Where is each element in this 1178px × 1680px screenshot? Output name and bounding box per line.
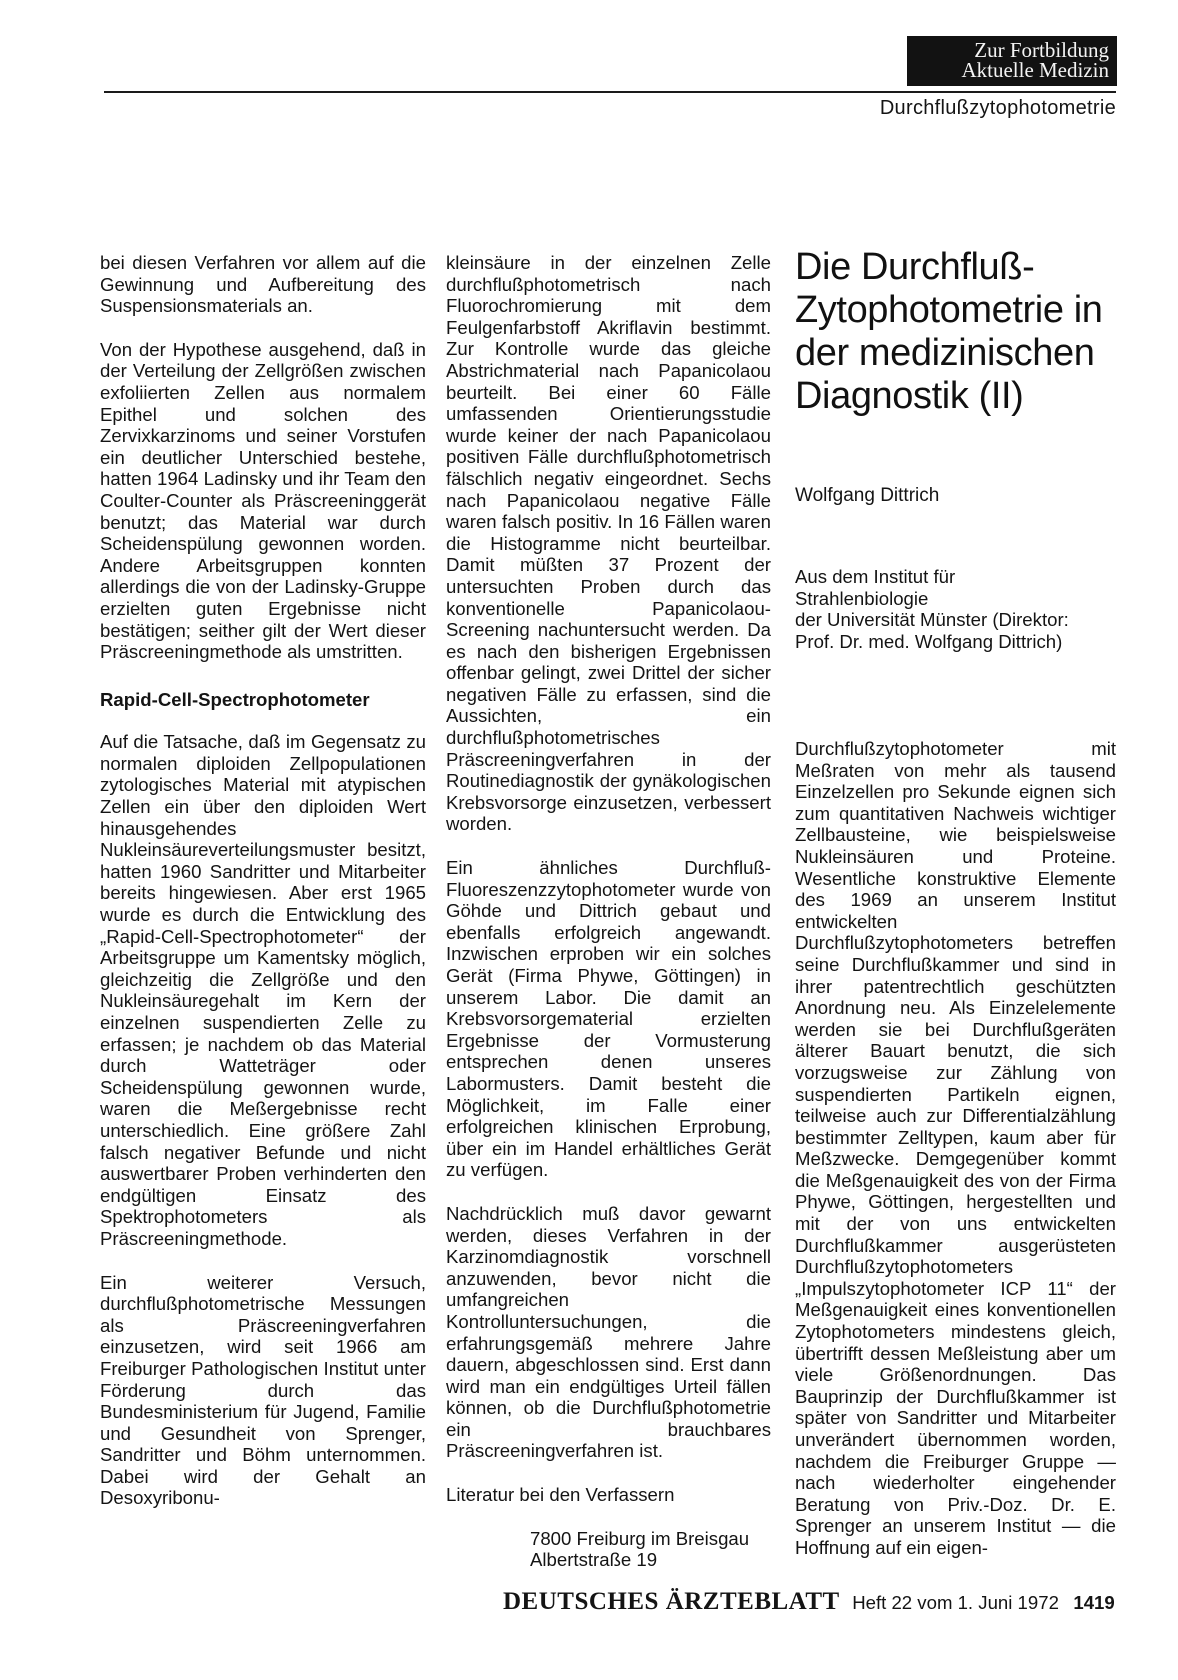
paragraph: Durchflußzytophotometer mit Meßraten von mehr als tausend Einzelzellen pro Sekunde eignen sich zum quantitativen Nachweis wichtiger Zellbausteine, wie beispielsweise Nukleinsäuren und Proteine. Wesentliche konstruktive Elemente des 1969 an unserem Institut entwickelten Durchflußzytophotometers betreffen seine Durchflußkammer und sind in ihrer patentrechtlich geschützten Anordnung neu. Als Einzelelemente werden sie bei Durchflußgeräten älterer Bauart benutzt, die sich vorzugsweise zur Zählung von suspendierten Partikeln eignen, teilweise auch zur Differentialzählung bestimmter Zelltypen, kaum aber für Meßzwecke. Demgegenüber kommt die Meßgenauigkeit des von der Firma Phywe, Göttingen, hergestellten und mit der von uns entwickelten Durchflußkammer ausgerüsteten Durchflußzytophotometers „Impulszytophotometer ICP 11“ der Meßgenauigkeit eines konventionellen Zytophotometers mindestens gleich, übertrifft dessen Meßleistung aber um viele Größenordnungen. Das Bauprinzip der Durchflußkammer ist später von Sandritter und Mitarbeiter unverändert übernommen worden, nachdem die Freiburger Gruppe — nach wiederholter eingehender Beratung von Priv.-Doz. Dr. E. Sprenger an unserem Institut — die Hoffnung auf ein eigen-	[795, 738, 1116, 1558]
paragraph: Ein weiterer Versuch, durchflußphotometrische Messungen als Präscreeningverfahren einzusetzen, wird seit 1966 am Freiburger Pathologischen Institut unter Förderung durch das Bundesministerium für Jugend, Familie und Gesundheit von Sprenger, Sandritter und Böhm unternommen. Dabei wird der Gehalt an Desoxyribonu-	[100, 1271, 426, 1509]
article-title: Die Durchfluß-Zytophotometrie in der medizinischen Diagnostik (II)	[795, 246, 1103, 417]
address-line: Albertstraße 19	[530, 1549, 658, 1571]
affiliation-line: der Universität Münster (Direktor:	[795, 609, 1069, 631]
affiliation-line: Strahlenbiologie	[795, 587, 929, 609]
header-rule	[104, 91, 1116, 93]
page-footer	[503, 1588, 1115, 1616]
affiliation-line: Aus dem Institut für	[795, 566, 956, 587]
page-number: 1419	[1073, 1592, 1115, 1613]
running-head: Durchflußzytophotometrie	[879, 97, 1116, 119]
paragraph: Auf die Tatsache, daß im Gegensatz zu normalen diploiden Zellpopulationen zytologisches Material mit atypischen Zellen ein über den diploiden Wert hinausgehendes Nukleinsäureverteilungsmuster besitzt, hatten 1960 Sandritter und Mitarbeiter bereits hingewiesen. Aber erst 1965 wurde es durch die Entwicklung des „Rapid-Cell-Spectrophotometer“ der Arbeitsgruppe um Kamentsky möglich, gleichzeitig die Zellgröße und den Nukleinsäuregehalt im Kern der einzelnen suspendierten Zelle zu erfassen; je nachdem ob das Material durch Watteträger oder Scheidenspülung gewonnen wurde, waren die Meßergebnisse recht unterschiedlich. Eine größere Zahl falsch negativer Befunde und nicht auswertbarer Proben verhinderten den endgültigen Einsatz des Spektrophotometers als Präscreeningmethode.	[100, 731, 426, 1249]
paragraph: bei diesen Verfahren vor allem auf die Gewinnung und Aufbereitung des Suspensionsmaterials an.	[100, 252, 426, 317]
literature-note: Literatur bei den Verfassern	[446, 1484, 675, 1506]
issue-info: Heft 22 vom 1. Juni 1972	[852, 1592, 1059, 1613]
subheading: Rapid-Cell-Spectrophotometer	[100, 688, 370, 710]
paragraph: Ein ähnliches Durchfluß-Fluoreszenzzytophotometer wurde von Göhde und Dittrich gebaut und ebenfalls erfolgreich angewandt. Inzwischen erproben wir ein solches Gerät (Firma Phywe, Göttingen) in unserem Labor. Die damit an Krebsvorsorgematerial erzielten Ergebnisse der Vormusterung entsprechen denen unseres Labormusters. Damit besteht die Möglichkeit, im Falle einer erfolgreichen klinischen Erprobung, über ein im Handel erhältliches Gerät zu verfügen.	[446, 857, 771, 1181]
rubric-line-2: Aktuelle Medizin	[961, 58, 1109, 82]
text-column-3	[795, 738, 1116, 1559]
text-column-1	[100, 252, 426, 1509]
paragraph: kleinsäure in der einzelnen Zelle durchflußphotometrisch nach Fluorochromierung mit dem Feulgenfarbstoff Akriflavin bestimmt. Zur Kontrolle wurde das gleiche Abstrichmaterial nach Papanicolaou beurteilt. Bei einer 60 Fälle umfassenden Orientierungsstudie wurde keiner der nach Papanicolaou positiven Fälle durchflußphotometrisch fälschlich negativ eingeordnet. Sechs nach Papanicolaou negative Fälle waren falsch positiv. In 16 Fällen waren die Histogramme nicht beurteilbar. Damit müßten 37 Prozent der untersuchten Proben durch das konventionelle Papanicolaou-Screening nachuntersucht werden. Da es nach den bisherigen Ergebnissen offenbar gelingt, zwei Drittel der sicher negativen Fälle zu erfassen, sind die Aussichten, ein durchflußphotometrisches Präscreeningverfahren in der Routinediagnostik der gynäkologischen Krebsvorsorge einzusetzen, verbessert worden.	[446, 252, 771, 835]
author-address	[446, 1528, 771, 1571]
paragraph: Von der Hypothese ausgehend, daß in der Verteilung der Zellgrößen zwischen exfoliierten Zellen aus normalem Epithel und solchen des Zervixkarzinoms und seiner Vorstufen ein deutlicher Unterschied bestehe, hatten 1964 Ladinsky und ihr Team den Coulter-Counter als Präscreeninggerät benutzt; das Material war durch Scheidenspülung gewonnen worden. Andere Arbeitsgruppen konnten allerdings die von der Ladinsky-Gruppe erzielten guten Ergebnisse nicht bestätigen; seither gilt der Wert dieser Präscreeningmethode als umstritten.	[100, 338, 426, 663]
rubric-line-1: Zur Fortbildung	[974, 38, 1109, 62]
paragraph: Nachdrücklich muß davor gewarnt werden, dieses Verfahren in der Karzinomdiagnostik vorschnell anzuwenden, bevor nicht die umfangreichen Kontrolluntersuchungen, die erfahrungsgemäß mehrere Jahre dauern, abgeschlossen sind. Erst dann wird man ein endgültiges Urteil fällen können, ob die Durchflußphotometrie ein brauchbares Präscreeningverfahren ist.	[446, 1202, 771, 1462]
article-author: Wolfgang Dittrich	[795, 485, 940, 506]
address-line: 7800 Freiburg im Breisgau	[530, 1527, 750, 1549]
journal-name: DEUTSCHES ÄRZTEBLATT	[503, 1588, 840, 1615]
affiliation-line: Prof. Dr. med. Wolfgang Dittrich)	[795, 630, 1063, 652]
author-affiliation	[795, 566, 1125, 652]
text-column-2	[446, 252, 771, 1571]
rubric-badge	[907, 36, 1117, 86]
